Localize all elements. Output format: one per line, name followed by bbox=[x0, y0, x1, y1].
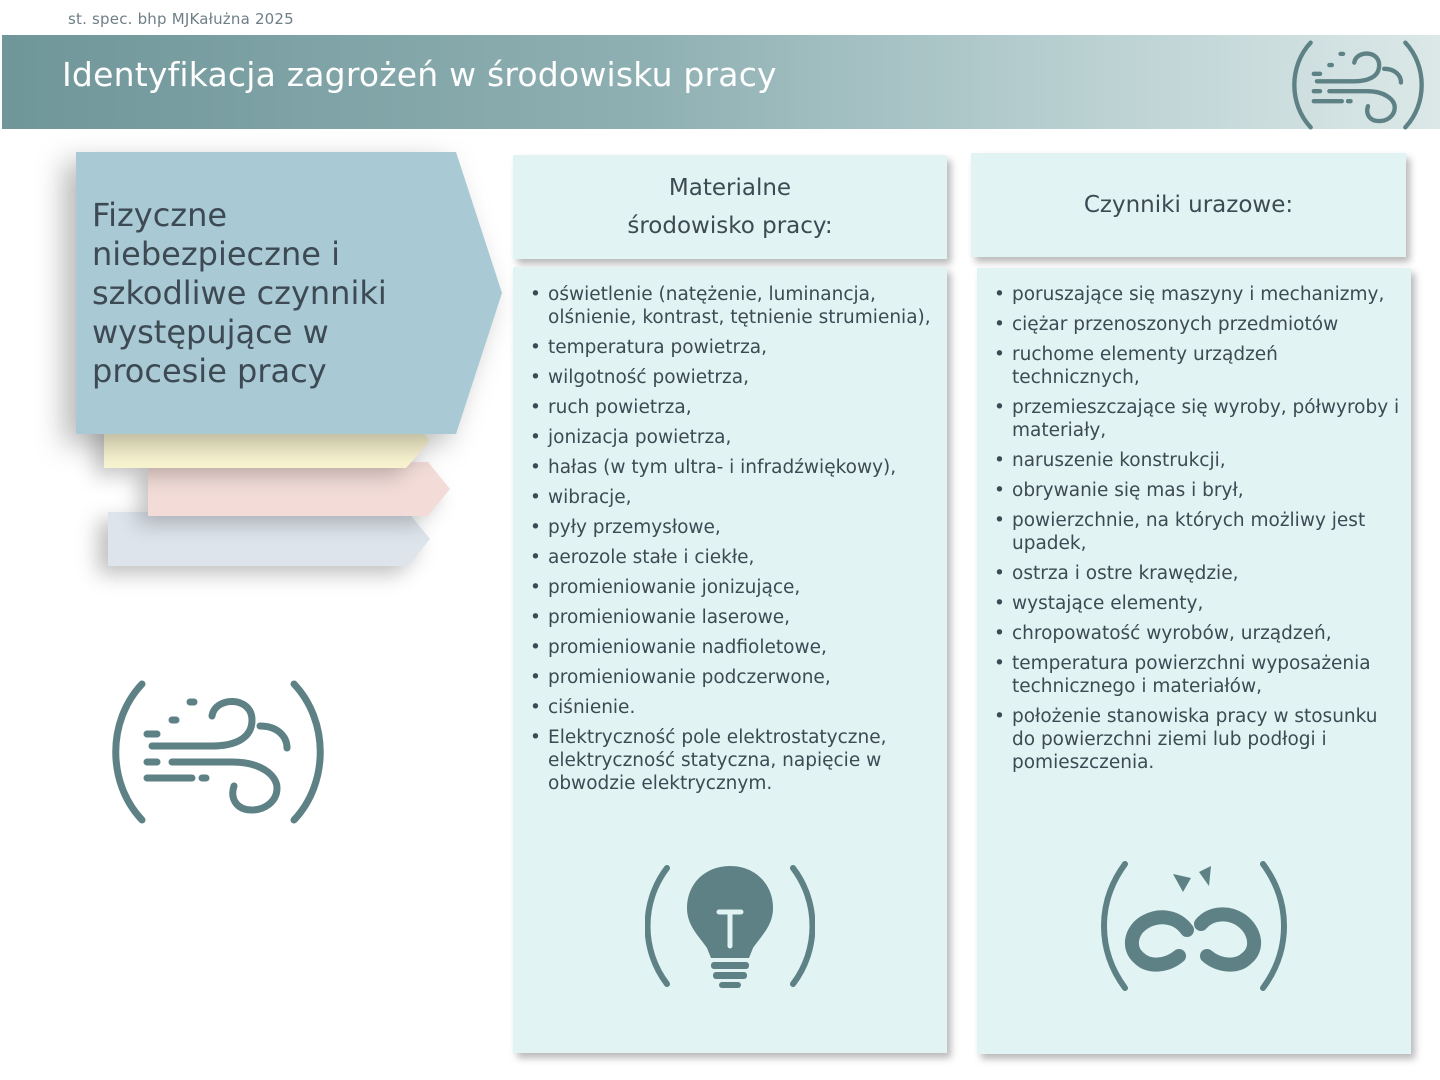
list-item: • promieniowanie nadfioletowe, bbox=[528, 636, 938, 659]
arrow-shape-pink bbox=[148, 462, 450, 516]
list-item: • wibracje, bbox=[528, 486, 938, 509]
list-item: • aerozole stałe i ciekłe, bbox=[528, 546, 938, 569]
list-item: • ruch powietrza, bbox=[528, 396, 938, 419]
list-item: • powierzchnie, na których możliwy jest upadek, bbox=[992, 509, 1402, 555]
material-factors-list bbox=[528, 283, 938, 802]
lightbulb-icon bbox=[645, 862, 815, 990]
column-heading-text: Czynniki urazowe: bbox=[1083, 192, 1294, 218]
list-item: • ostrza i ostre krawędzie, bbox=[992, 562, 1402, 585]
list-item: • promieniowanie jonizujące, bbox=[528, 576, 938, 599]
list-item: • obrywanie się mas i brył, bbox=[992, 479, 1402, 502]
list-item: • jonizacja powietrza, bbox=[528, 426, 938, 449]
injury-factors-list bbox=[992, 283, 1402, 781]
column-material-environment bbox=[513, 267, 947, 1053]
list-item: • ciśnienie. bbox=[528, 696, 938, 719]
title-bar bbox=[2, 35, 1440, 129]
list-item: • temperatura powietrza, bbox=[528, 336, 938, 359]
list-item: • przemieszczające się wyroby, półwyroby i materiały, bbox=[992, 396, 1402, 442]
list-item: • promieniowanie podczerwone, bbox=[528, 666, 938, 689]
list-item: • promieniowanie laserowe, bbox=[528, 606, 938, 629]
list-item: • ciężar przenoszonych przedmiotów bbox=[992, 313, 1402, 336]
list-item: • pyły przemysłowe, bbox=[528, 516, 938, 539]
list-item: • ruchome elementy urządzeń technicznych, bbox=[992, 343, 1402, 389]
broken-chain-icon bbox=[1101, 858, 1287, 994]
wind-icon bbox=[112, 676, 324, 828]
list-item: • wilgotność powietrza, bbox=[528, 366, 938, 389]
page-title: Identyfikacja zagrożeń w środowisku pracy bbox=[62, 55, 777, 94]
list-item: • hałas (w tym ultra- i infradźwiękowy), bbox=[528, 456, 938, 479]
list-item: • Elektryczność pole elektrostatyczne, elektryczność statyczna, napięcie w obwodzie elektrycznym. bbox=[528, 726, 938, 795]
column-heading-text: Materialne środowisko pracy: bbox=[627, 175, 833, 239]
column-injury-factors bbox=[977, 268, 1411, 1054]
list-item: • wystające elementy, bbox=[992, 592, 1402, 615]
list-item: • poruszające się maszyny i mechanizmy, bbox=[992, 283, 1402, 306]
list-item: • położenie stanowiska pracy w stosunku do powierzchni ziemi lub podłogi i pomieszczenia. bbox=[992, 705, 1402, 774]
column-heading-material bbox=[513, 155, 947, 259]
hazard-category-label: Fizyczne niebezpieczne i szkodliwe czynniki występujące w procesie pracy bbox=[92, 196, 387, 390]
list-item: • temperatura powierzchni wyposażenia technicznego i materiałów, bbox=[992, 652, 1402, 698]
arrow-shape-blue bbox=[108, 512, 430, 566]
author-credit: st. spec. bhp MJKałużna 2025 bbox=[68, 10, 294, 28]
list-item: • oświetlenie (natężenie, luminancja, olśnienie, kontrast, tętnienie strumienia), bbox=[528, 283, 938, 329]
list-item: • chropowatość wyrobów, urządzeń, bbox=[992, 622, 1402, 645]
list-item: • naruszenie konstrukcji, bbox=[992, 449, 1402, 472]
wind-icon bbox=[1292, 37, 1424, 133]
column-heading-injury bbox=[971, 153, 1406, 257]
